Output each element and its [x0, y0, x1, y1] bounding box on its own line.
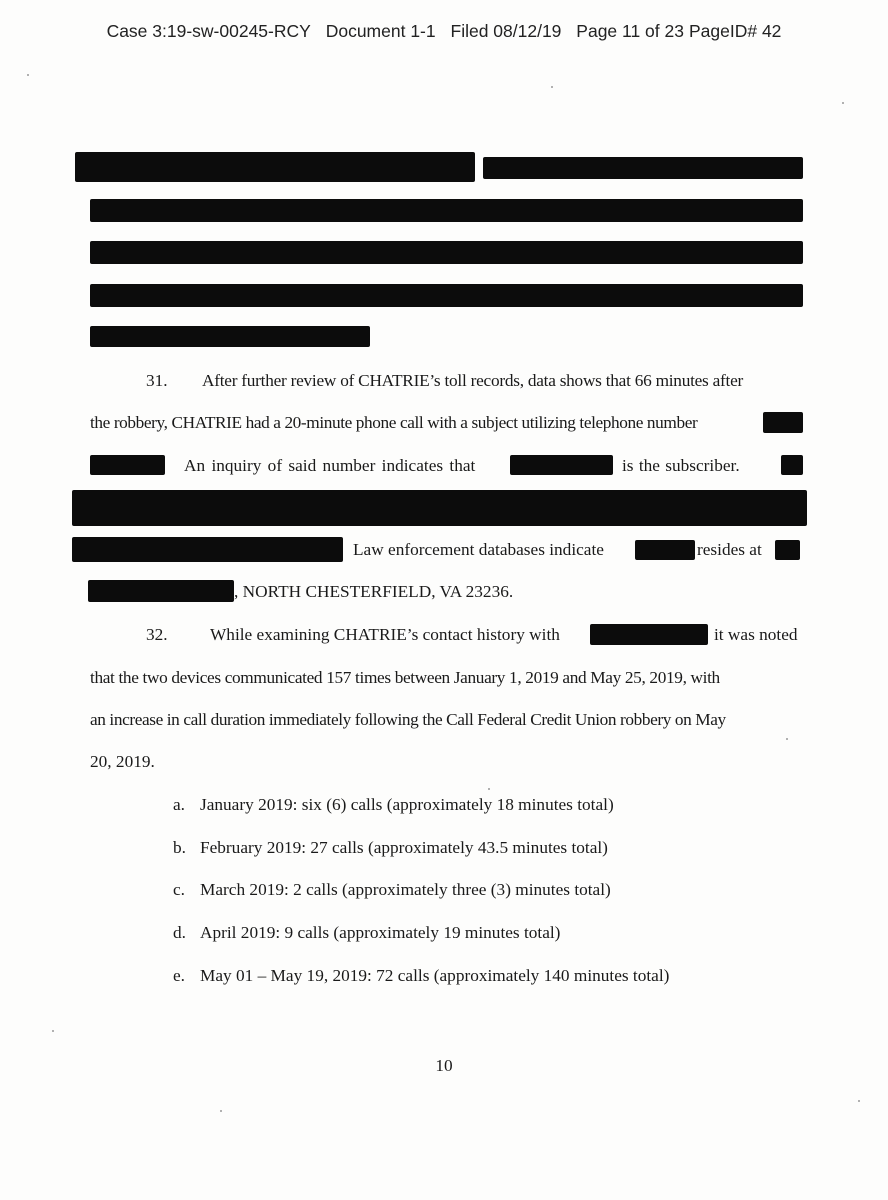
redaction-bar: [775, 540, 800, 560]
redaction-bar: [635, 540, 695, 560]
header-document: Document 1-1: [325, 21, 436, 41]
scan-speck: [842, 102, 844, 104]
page-number: 10: [435, 1056, 453, 1075]
redaction-bar: [763, 412, 803, 433]
redaction-bar: [90, 284, 803, 307]
paragraph-31-line-2: the robbery, CHATRIE had a 20-minute phone call with a subject utilizing telephone number: [90, 413, 698, 432]
paragraph-32-line-1a: While examining CHATRIE’s contact history with: [210, 625, 560, 644]
redaction-bar: [590, 624, 708, 645]
redaction-bar: [90, 199, 803, 222]
scan-speck: [52, 1030, 54, 1032]
list-item-text: March 2019: 2 calls (approximately three (3) minutes total): [200, 880, 611, 899]
redaction-bar: [88, 580, 234, 602]
list-item-label: c.: [173, 880, 185, 899]
list-item-text: May 01 – May 19, 2019: 72 calls (approximately 140 minutes total): [200, 966, 670, 985]
scan-speck: [786, 738, 788, 740]
scan-speck: [488, 788, 490, 790]
paragraph-32-line-4: 20, 2019.: [90, 752, 155, 771]
list-item-text: February 2019: 27 calls (approximately 43.5 minutes total): [200, 838, 608, 857]
paragraph-32-line-1b: it was noted: [714, 625, 798, 644]
paragraph-32-line-3: an increase in call duration immediately following the Call Federal Credit Union robbery on May: [90, 710, 726, 729]
redaction-bar: [483, 157, 803, 179]
paragraph-31-line-5b: resides at: [697, 540, 762, 559]
paragraph-31-line-1: After further review of CHATRIE’s toll records, data shows that 66 minutes after: [202, 371, 744, 390]
paragraph-32-line-2: that the two devices communicated 157 times between January 1, 2019 and May 25, 2019, with: [90, 668, 720, 687]
redaction-bar: [510, 455, 613, 475]
redaction-bar: [90, 326, 370, 347]
header-page-id: PageID# 42: [688, 21, 782, 41]
list-item-label: a.: [173, 795, 185, 814]
list-item-label: d.: [173, 923, 186, 942]
scan-speck: [551, 86, 553, 88]
header-case-number: Case 3:19-sw-00245-RCY: [106, 21, 311, 41]
paragraph-32-number: 32.: [146, 625, 168, 644]
list-item-text: January 2019: six (6) calls (approximately 18 minutes total): [200, 795, 614, 814]
list-item-label: b.: [173, 838, 186, 857]
list-item-label: e.: [173, 966, 185, 985]
redaction-bar: [72, 490, 807, 526]
header-filed-date: Filed 08/12/19: [450, 21, 562, 41]
paragraph-31-line-5a: Law enforcement databases indicate: [353, 540, 604, 559]
paragraph-31-line-3b: is the subscriber.: [622, 456, 740, 475]
scan-speck: [220, 1110, 222, 1112]
paragraph-31-line-3a: An inquiry of said number indicates that: [184, 456, 476, 475]
redaction-bar: [90, 241, 803, 264]
redaction-bar: [72, 537, 343, 562]
paragraph-31-number: 31.: [146, 371, 168, 390]
header-page-of: Page 11 of 23: [576, 21, 684, 41]
list-item-text: April 2019: 9 calls (approximately 19 minutes total): [200, 923, 561, 942]
scan-speck: [27, 74, 29, 76]
paragraph-31-line-6: , NORTH CHESTERFIELD, VA 23236.: [234, 582, 514, 601]
redaction-bar: [781, 455, 803, 475]
scan-speck: [858, 1100, 860, 1102]
redaction-bar: [75, 152, 475, 182]
filing-header: [0, 21, 888, 42]
redaction-bar: [90, 455, 165, 475]
